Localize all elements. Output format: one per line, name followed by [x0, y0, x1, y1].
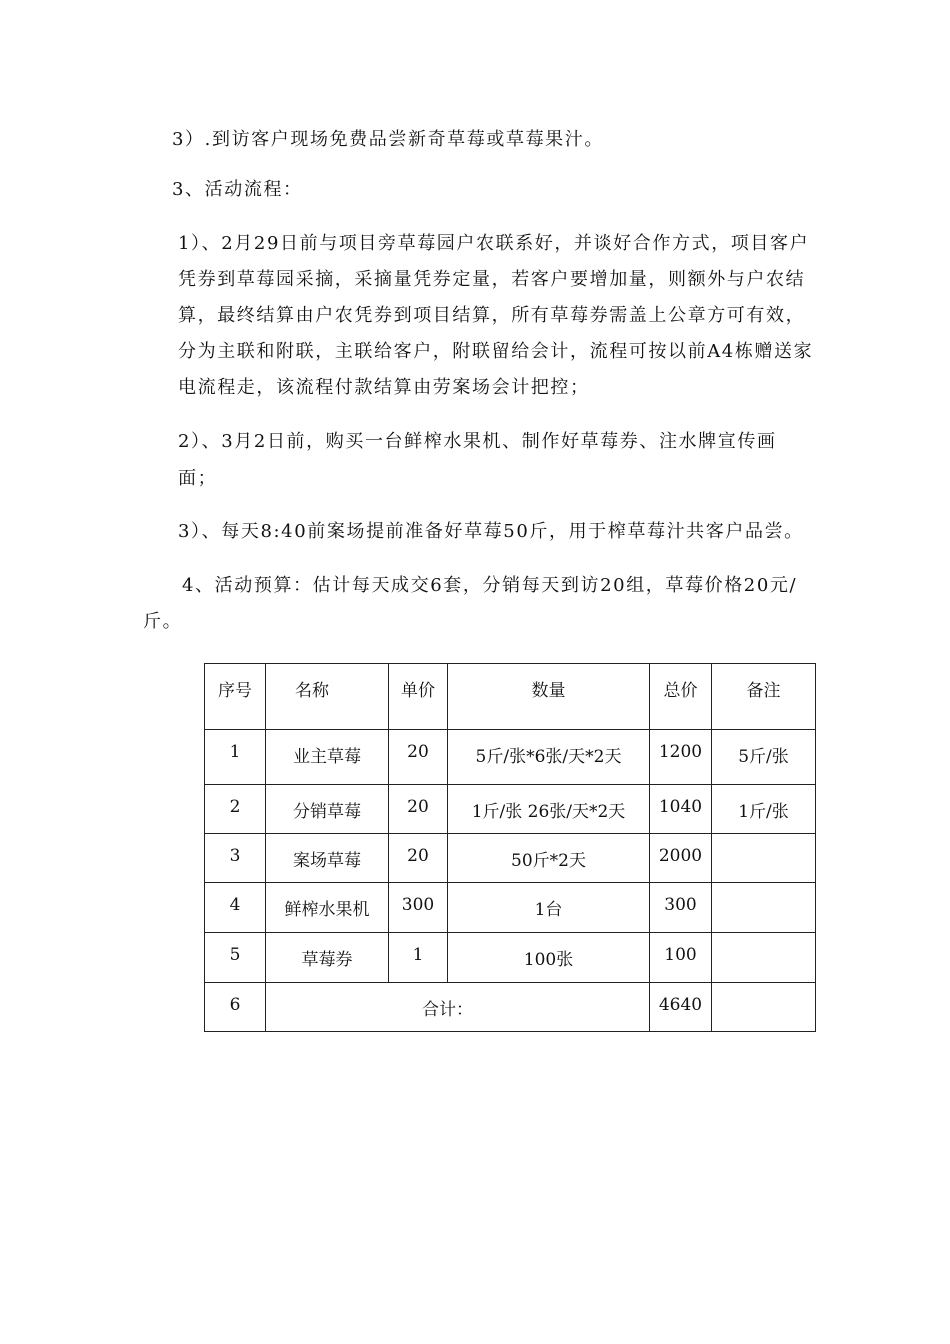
table-cell: 草莓券 [266, 933, 389, 983]
table-cell: 1 [205, 730, 266, 785]
table-cell: 5斤/张*6张/天*2天 [448, 730, 650, 785]
budget-table [204, 663, 816, 1032]
table-cell: 2000 [650, 834, 712, 883]
header-cell: 序号 [205, 664, 266, 730]
header-cell: 单价 [389, 664, 448, 730]
table-cell: 案场草莓 [266, 834, 389, 883]
table-cell: 4 [205, 883, 266, 933]
table-cell: 100 [650, 933, 712, 983]
section-heading-process: 3、活动流程： [172, 179, 303, 200]
table-cell: 20 [389, 730, 448, 785]
paragraph-line: 2）、3月2日前，购买一台鲜榨水果机、制作好草莓券、注水牌宣传画 [178, 431, 777, 452]
table-cell: 5斤/张 [712, 730, 816, 785]
paragraph-line: 4、活动预算：估计每天成交6套，分销每天到访20组，草莓价格20元/ [182, 575, 798, 596]
table-cell [712, 983, 816, 1032]
paragraph-line: 斤。 [143, 611, 183, 632]
total-label-cell: 合计： [266, 983, 650, 1032]
table-cell: 300 [650, 883, 712, 933]
table-cell: 1200 [650, 730, 712, 785]
table-cell [712, 883, 816, 933]
table-total-row [205, 983, 816, 1032]
table-cell: 1斤/张 [712, 785, 816, 834]
table-cell: 6 [205, 983, 266, 1032]
table-cell: 1 [389, 933, 448, 983]
table-cell [712, 933, 816, 983]
table-header-row [205, 664, 816, 730]
table-cell [712, 834, 816, 883]
paragraph-line: 电流程走，该流程付款结算由劳案场会计把控； [178, 377, 590, 398]
table-cell: 5 [205, 933, 266, 983]
table-cell: 50斤*2天 [448, 834, 650, 883]
table-cell: 2 [205, 785, 266, 834]
table-cell: 20 [389, 785, 448, 834]
table-row [205, 834, 816, 883]
table-cell: 100张 [448, 933, 650, 983]
table-cell: 业主草莓 [266, 730, 389, 785]
table-cell: 3 [205, 834, 266, 883]
header-cell: 备注 [712, 664, 816, 730]
total-value-cell: 4640 [650, 983, 712, 1032]
table-cell: 1斤/张 26张/天*2天 [448, 785, 650, 834]
paragraph-line: 面； [178, 468, 218, 489]
paragraph-line: 凭券到草莓园采摘，采摘量凭券定量，若客户要增加量，则额外与户农结 [178, 269, 806, 290]
paragraph-line: 分为主联和附联，主联给客户，附联留给会计，流程可按以前A4栋赠送家 [178, 341, 814, 362]
table-cell: 分销草莓 [266, 785, 389, 834]
paragraph-tasting: 3）.到访客户现场免费品尝新奇草莓或草莓果汁。 [172, 129, 604, 150]
header-cell: 总价 [650, 664, 712, 730]
table-cell: 1040 [650, 785, 712, 834]
paragraph-line: 算，最终结算由户农凭券到项目结算，所有草莓券需盖上公章方可有效， [178, 305, 806, 326]
paragraph-step-3: 3）、每天8:40前案场提前准备好草莓50斤，用于榨草莓汁共客户品尝。 [178, 521, 804, 542]
table-cell: 鲜榨水果机 [266, 883, 389, 933]
table-row [205, 730, 816, 785]
table-cell: 1台 [448, 883, 650, 933]
paragraph-line: 1）、2月29日前与项目旁草莓园户农联系好，并谈好合作方式，项目客户 [178, 233, 810, 254]
header-cell: 名称 [266, 664, 389, 730]
table-cell: 300 [389, 883, 448, 933]
table-row [205, 883, 816, 933]
table-row [205, 933, 816, 983]
header-cell: 数量 [448, 664, 650, 730]
table-row [205, 785, 816, 834]
table-cell: 20 [389, 834, 448, 883]
